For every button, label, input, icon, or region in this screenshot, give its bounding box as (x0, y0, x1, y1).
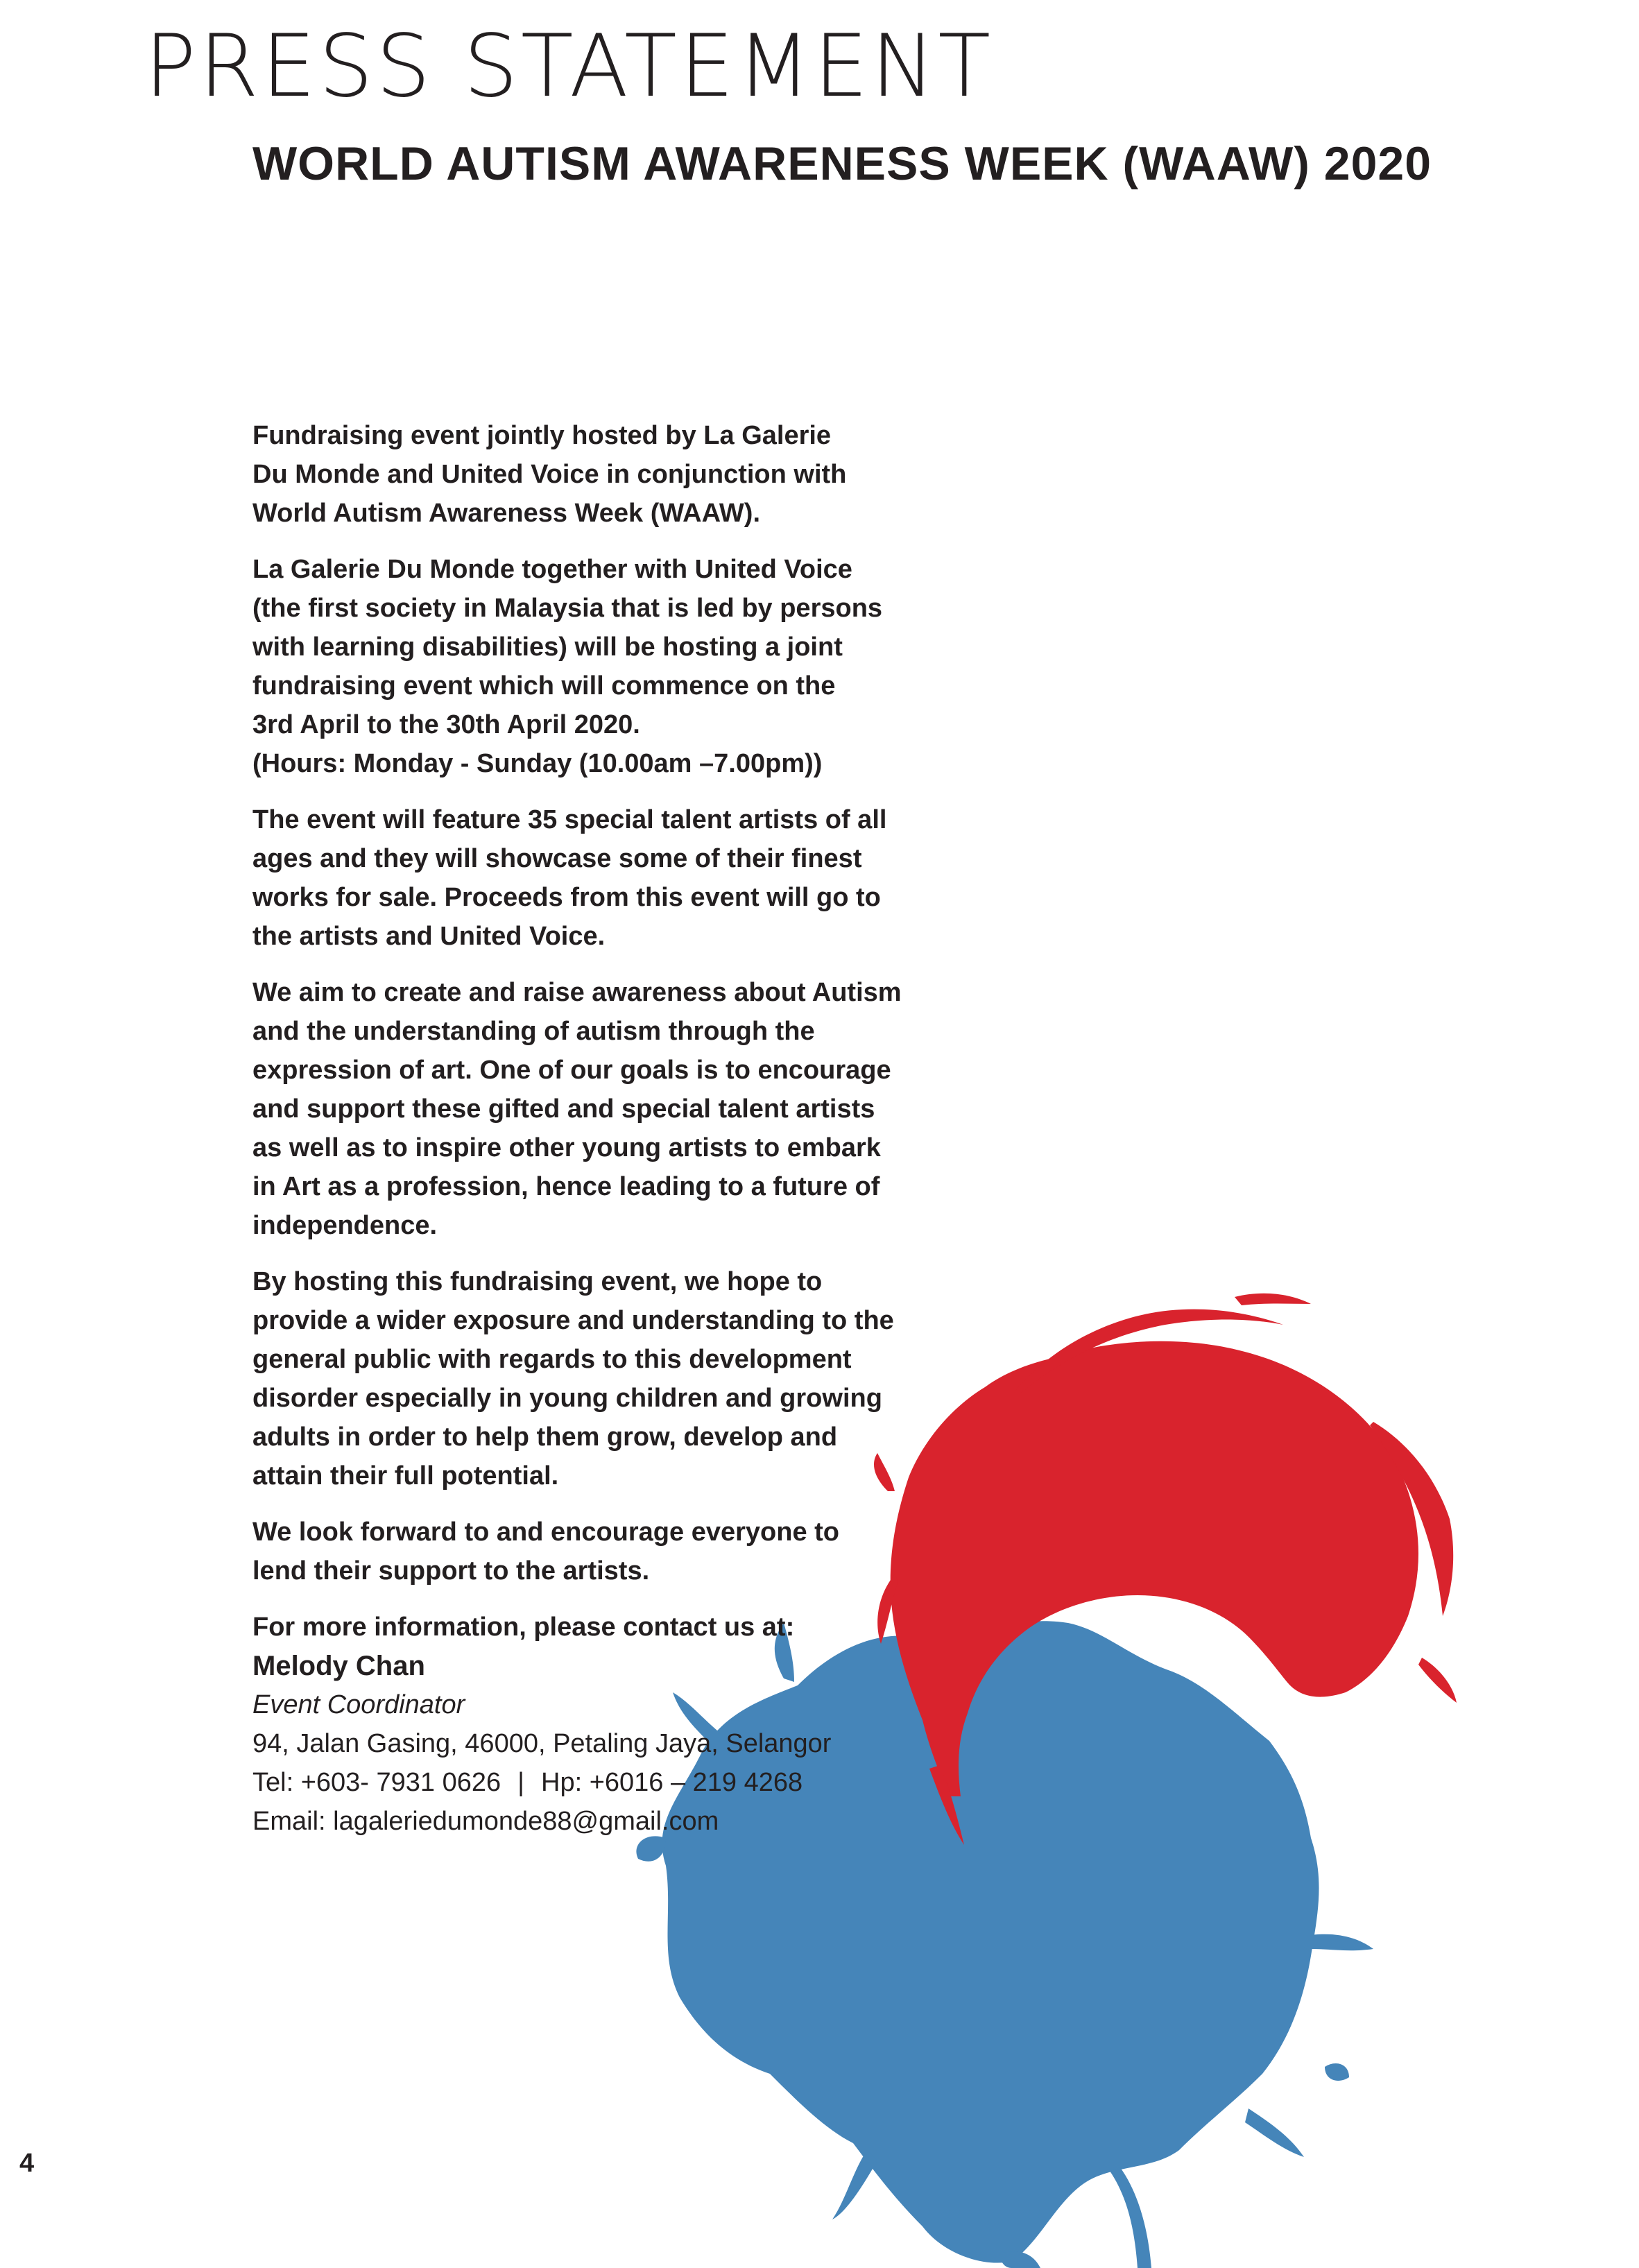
contact-email[interactable]: Email: lagaleriedumonde88@gmail.com (252, 1807, 719, 1836)
page-subtitle: WORLD AUTISM AWARENESS WEEK (WAAW) 2020 (252, 137, 1432, 190)
contact-address: 94, Jalan Gasing, 46000, Petaling Jaya, Selangor (252, 1729, 832, 1758)
contact-phone-line (252, 1763, 946, 1802)
page-number: 4 (19, 2149, 35, 2178)
contact-tel: Tel: +603- 7931 0626 (252, 1768, 501, 1797)
paragraph-aims: We aim to create and raise awareness about Autism and the understanding of autism through the expression of art. One of our goals is to encourage and support these gifted and special talent artists as well as to inspire other young artists to embark in Art as a profession, hence leading to a future of independence. (252, 978, 902, 1240)
paragraph-event-details: La Galerie Du Monde together with United Voice (the first society in Malaysia that is led by persons with learning disabilities) will be hosting a joint fundraising event which will commence on the 3rd April to the 30th April 2020. (Hours: Monday - Sunday (10.00am –7.00pm)) (252, 555, 883, 778)
contact-name: Melody Chan (252, 1651, 425, 1681)
page-title: PRESS STATEMENT (144, 17, 994, 117)
contact-intro: For more information, please contact us at: (252, 1613, 795, 1642)
contact-hp: Hp: +6016 – 219 4268 (541, 1768, 803, 1797)
contact-role: Event Coordinator (252, 1690, 465, 1719)
paragraph-support: We look forward to and encourage everyone to lend their support to the artists. (252, 1518, 840, 1586)
paragraph-artists: The event will feature 35 special talent artists of all ages and they will showcase some of their finest works for sale. Proceeds from this event will go to the artists and United Voice. (252, 805, 887, 951)
paragraph-intro: Fundraising event jointly hosted by La Galerie Du Monde and United Voice in conjunction with World Autism Awareness Week (WAAW). (252, 421, 847, 528)
press-statement-body (252, 416, 946, 1841)
paragraph-exposure: By hosting this fundraising event, we hope to provide a wider exposure and understanding to the general public with regards to this development disorder especially in young children and growing adults in order to help them grow, develop and attain their full potential. (252, 1267, 894, 1490)
contact-separator: | (517, 1768, 524, 1797)
contact-block (252, 1608, 946, 1841)
